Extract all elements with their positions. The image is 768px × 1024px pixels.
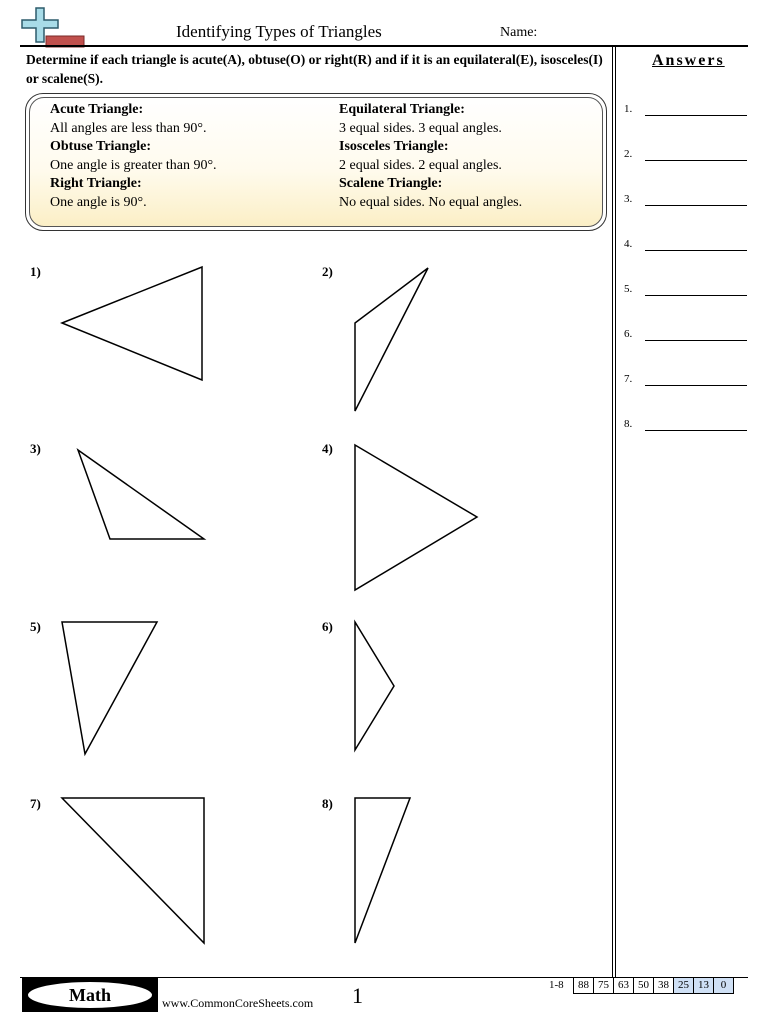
answers-divider bbox=[612, 45, 616, 978]
definition-term: Obtuse Triangle: bbox=[50, 139, 151, 154]
definition-term: Scalene Triangle: bbox=[339, 176, 443, 191]
answer-row bbox=[624, 283, 748, 299]
answer-row bbox=[624, 418, 748, 434]
answer-row bbox=[624, 103, 748, 119]
answer-row bbox=[624, 328, 748, 344]
answer-row bbox=[624, 238, 748, 254]
answers-title: Answers bbox=[652, 52, 725, 69]
answer-blank[interactable] bbox=[645, 160, 747, 161]
definition-text: All angles are less than 90°. bbox=[50, 120, 207, 136]
problem-1-label: 1) bbox=[30, 264, 41, 279]
answer-row bbox=[624, 373, 748, 389]
score-range-label: 1-8 bbox=[549, 979, 564, 991]
answer-blank[interactable] bbox=[645, 115, 747, 116]
score-cell: 0 bbox=[713, 977, 734, 994]
problem-4-label: 4) bbox=[322, 441, 333, 456]
score-cell: 88 bbox=[573, 977, 594, 994]
definition-text: One angle is 90°. bbox=[50, 194, 147, 210]
answer-row bbox=[624, 148, 748, 164]
triangle-6 bbox=[355, 622, 394, 750]
score-cell: 50 bbox=[633, 977, 654, 994]
page-number: 1 bbox=[352, 983, 363, 1008]
definition-text: 2 equal sides. 2 equal angles. bbox=[339, 157, 502, 173]
score-cell: 13 bbox=[693, 977, 714, 994]
definition-term: Acute Triangle: bbox=[50, 102, 144, 117]
definition-term: Right Triangle: bbox=[50, 176, 142, 191]
problem-8-label: 8) bbox=[322, 796, 333, 811]
problem-2-label: 2) bbox=[322, 264, 333, 279]
website-link[interactable]: www.CommonCoreSheets.com bbox=[162, 996, 314, 1010]
score-cell: 38 bbox=[653, 977, 674, 994]
answer-number: 8. bbox=[624, 418, 633, 430]
definition-term: Isosceles Triangle: bbox=[339, 139, 449, 154]
triangle-5 bbox=[62, 622, 157, 754]
answer-number: 6. bbox=[624, 328, 633, 340]
problem-7-label: 7) bbox=[30, 796, 41, 811]
definition-term: Equilateral Triangle: bbox=[339, 102, 465, 117]
score-cell: 25 bbox=[673, 977, 694, 994]
triangle-8 bbox=[355, 798, 410, 943]
score-cell: 75 bbox=[593, 977, 614, 994]
answer-blank[interactable] bbox=[645, 430, 747, 431]
worksheet-title: Identifying Types of Triangles bbox=[176, 22, 382, 41]
answer-blank[interactable] bbox=[645, 385, 747, 386]
answer-blank[interactable] bbox=[645, 295, 747, 296]
math-badge-label: Math bbox=[28, 982, 152, 1008]
name-label: Name: bbox=[500, 25, 538, 40]
problem-6-label: 6) bbox=[322, 619, 333, 634]
score-cell: 63 bbox=[613, 977, 634, 994]
answer-number: 2. bbox=[624, 148, 633, 160]
definition-text: No equal sides. No equal angles. bbox=[339, 194, 523, 210]
answer-blank[interactable] bbox=[645, 340, 747, 341]
answer-blank[interactable] bbox=[645, 205, 747, 206]
problem-3-label: 3) bbox=[30, 441, 41, 456]
problem-5-label: 5) bbox=[30, 619, 41, 634]
triangle-7 bbox=[62, 798, 204, 943]
triangle-3 bbox=[78, 450, 204, 539]
triangle-2 bbox=[355, 268, 428, 411]
answer-number: 5. bbox=[624, 283, 633, 295]
definition-text: 3 equal sides. 3 equal angles. bbox=[339, 120, 502, 136]
answer-number: 3. bbox=[624, 193, 633, 205]
instructions: Determine if each triangle is acute(A), obtuse(O) or right(R) and if it is an equilateral(E), isosceles(I) or scalene(S). bbox=[26, 52, 603, 86]
triangle-4 bbox=[355, 445, 477, 590]
triangle-1 bbox=[62, 267, 202, 380]
math-badge bbox=[22, 978, 158, 1012]
answer-number: 7. bbox=[624, 373, 633, 385]
answer-number: 4. bbox=[624, 238, 633, 250]
definition-text: One angle is greater than 90°. bbox=[50, 157, 217, 173]
answer-row bbox=[624, 193, 748, 209]
answer-number: 1. bbox=[624, 103, 633, 115]
score-table bbox=[574, 977, 734, 994]
answer-blank[interactable] bbox=[645, 250, 747, 251]
